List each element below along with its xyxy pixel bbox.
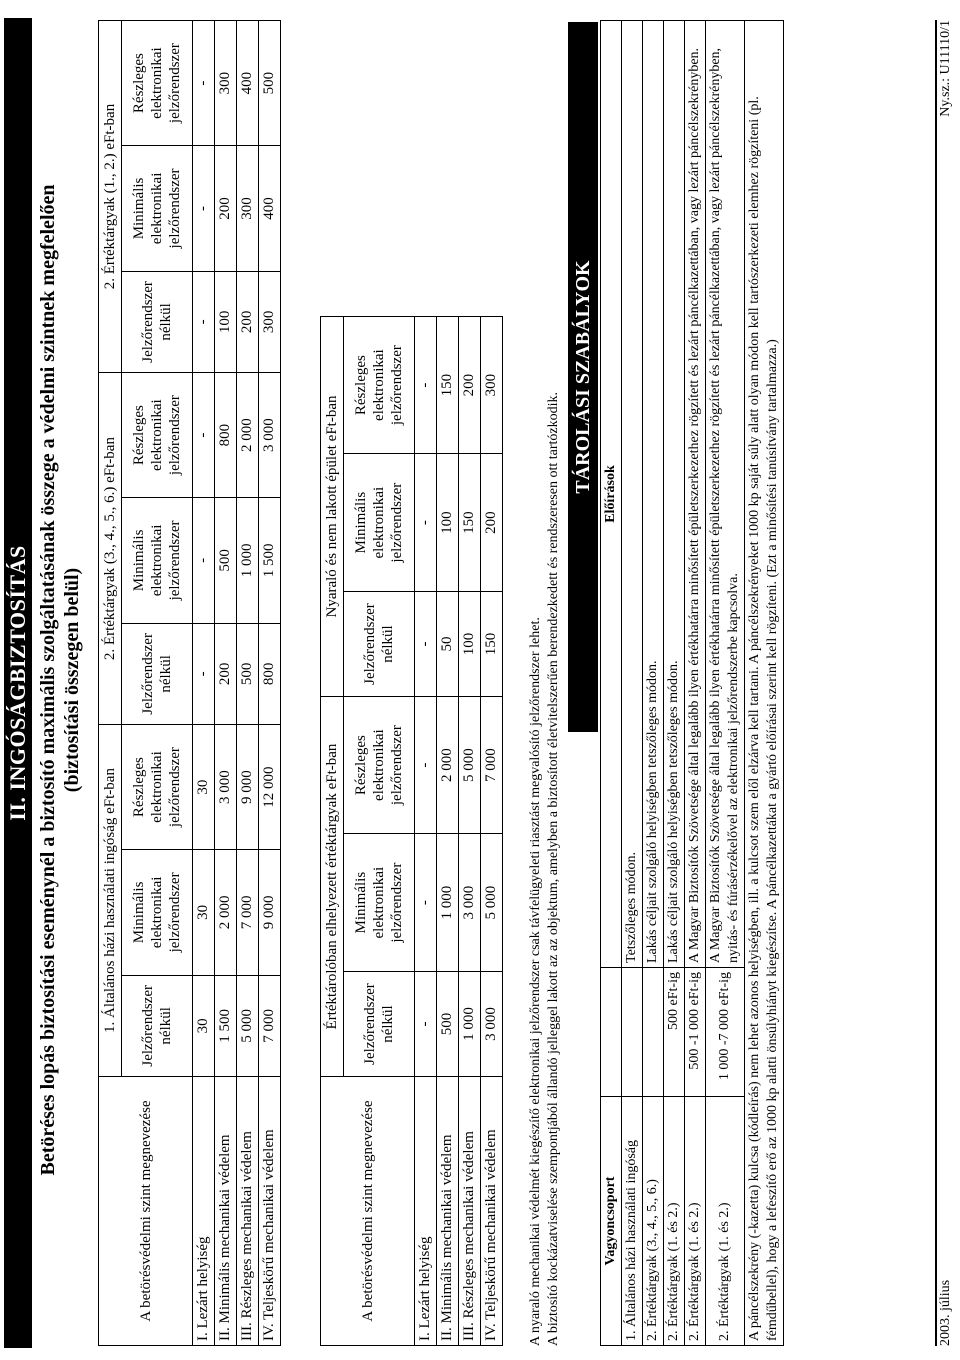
storage-group: 2. Értéktárgyak (1. és 2.) (706, 1097, 745, 1346)
table-cell: 2 000 (437, 697, 459, 834)
table-cell: 500 (237, 623, 259, 724)
table-cell: 100 (437, 454, 459, 592)
table-cell: 150 (437, 317, 459, 454)
table-cell: - (193, 21, 215, 146)
storage-limit: 500 -1 000 eFt-ig (685, 968, 706, 1097)
note-occupied-definition: A biztosító kockázatviselése szempontjából állandó jelleggel lakott az az objektum, amelyben a biztosított életvitelszerűen berendezkedett és rendszeresen ott tartózkodik. (546, 392, 561, 1346)
storage-footnote: A páncélszekrény (-kazetta) kulcsa (kódleírás) nem lehet azonos helyiségben, ill. a kulcsot szem elől elzárva kell tartani. A páncélszekrényeket 1000 kp saját súly alatt olyan módon kell tartószerkezeti elemhez rögzíteni (pl. fémdűbellel), hogy a lefeszítő erő az 1000 kp alatti önsúlyhiányt kiegészítse. A páncélkazettákat a gyártó előírásai szerint kell rögzíteni. (Ezt a minősítési tanúsítvány tartalmazza.) (745, 21, 784, 1346)
table-row (685, 21, 706, 1346)
row-label: II. Minimális mechanikai védelem (437, 1077, 459, 1346)
table-cell: 7 000 (259, 975, 281, 1076)
row-label: I. Lezárt helyiség (415, 1077, 437, 1346)
storage-group: 1. Általános házi használati ingóság (622, 1097, 643, 1346)
table1-sub: Jelzőrendszer nélkül (122, 271, 193, 372)
storage-group: 2. Értéktárgyak (3., 4., 5., 6.) (643, 1097, 664, 1346)
table-cell: 7 000 (481, 697, 503, 834)
table-cell: 30 (193, 850, 215, 976)
table-row (193, 21, 215, 1346)
table2-group-1: Értéktárolóban elhelyezett értéktárgyak eFt-ban (321, 697, 344, 1077)
table1-sub: Minimális elektronikai jelzőrendszer (122, 498, 193, 624)
table-row (706, 21, 745, 1346)
table-cell: 200 (237, 271, 259, 372)
table-cell: 5 000 (481, 834, 503, 972)
table-cell: - (193, 373, 215, 498)
table-cell: 200 (459, 317, 481, 454)
table-cell: 300 (481, 317, 503, 454)
table-cell: 3 000 (481, 972, 503, 1077)
table-cell: 300 (259, 271, 281, 372)
table-cell: - (193, 623, 215, 724)
section-title: II. INGÓSÁGBIZTOSÍTÁS (4, 18, 32, 1348)
subtitle (36, 60, 84, 1300)
table-cell: 5 000 (459, 697, 481, 834)
storage-rule: Lakás céljait szolgáló helyiségben tetszőleges módon. (664, 21, 685, 968)
table-cell: 400 (259, 146, 281, 272)
table-cell: 3 000 (215, 725, 237, 850)
storage-col-rules: Előírások (601, 21, 622, 968)
table-row (259, 21, 281, 1346)
table-cell: 800 (215, 373, 237, 498)
table-cell: 150 (481, 592, 503, 697)
table-row (437, 317, 459, 1346)
table-cell: 1 500 (259, 498, 281, 624)
table-cell: 100 (215, 271, 237, 372)
table1-group-1: 1. Általános házi használati ingóság eFt-ban (99, 725, 122, 1077)
table-cell: 50 (437, 592, 459, 697)
table-cell: 500 (259, 21, 281, 146)
table2-sub: Minimális elektronikai jelzőrendszer (344, 834, 415, 972)
table-cell: - (415, 454, 437, 592)
table-cell: 400 (237, 21, 259, 146)
table-cell: 300 (237, 146, 259, 272)
table-cell: 200 (481, 454, 503, 592)
table1-sub: Részleges elektronikai jelzőrendszer (122, 725, 193, 850)
row-label: III. Részleges mechanikai védelem (459, 1077, 481, 1346)
storage-rule: Tetszőleges módon. (622, 21, 643, 968)
table-cell: 3 000 (259, 373, 281, 498)
row-label: IV. Teljeskörű mechanikai védelem (481, 1077, 503, 1346)
table-row (415, 317, 437, 1346)
storage-limit: 1 000 -7 000 eFt-ig (706, 968, 745, 1097)
table2-sub: Jelzőrendszer nélkül (344, 592, 415, 697)
storage-limit (643, 968, 664, 1097)
table-cell: 3 000 (459, 834, 481, 972)
table-row (745, 21, 784, 1346)
table-cell: - (415, 834, 437, 972)
table2-sub: Minimális elektronikai jelzőrendszer (344, 454, 415, 592)
table-cell: - (193, 271, 215, 372)
row-label: IV. Teljeskörű mechanikai védelem (259, 1077, 281, 1346)
table-cell: - (415, 317, 437, 454)
table-row (481, 317, 503, 1346)
table1-sub: Részleges elektronikai jelzőrendszer (122, 21, 193, 146)
table-cell: 200 (215, 623, 237, 724)
table-cell: 1 500 (215, 975, 237, 1076)
table2-sub: Részleges elektronikai jelzőrendszer (344, 317, 415, 454)
table-cell: 200 (215, 146, 237, 272)
table2-group-2: Nyaraló és nem lakott épület eFt-ban (321, 317, 344, 697)
table1-sub: Minimális elektronikai jelzőrendszer (122, 146, 193, 272)
row-label: I. Lezárt helyiség (193, 1077, 215, 1346)
storage-rule: Lakás céljait szolgáló helyiségben tetszőleges módon. (643, 21, 664, 968)
table-cell: - (193, 498, 215, 624)
table2-sub: Jelzőrendszer nélkül (344, 972, 415, 1077)
table2-row-header: A betörésvédelmi szint megnevezése (321, 1077, 415, 1346)
storage-group: 2. Értéktárgyak (1. és 2.) (685, 1097, 706, 1346)
storage-limit (622, 968, 643, 1097)
limits-table-1 (98, 20, 281, 1346)
table-row (664, 21, 685, 1346)
storage-rule: A Magyar Biztosítók Szövetsége által legalább ilyen értékhatárra minősített épületszerkezethez rögzített és lezárt páncélkazettában, vagy lezárt páncélszekrényben, nyitás- és fúrásérzékelővel az elektronikai jelzőrendszerbe kapcsolva. (706, 21, 745, 968)
storage-group: 2. Értéktárgyak (1. és 2.) (664, 1097, 685, 1346)
table-cell: - (415, 972, 437, 1077)
table-cell: 30 (193, 975, 215, 1076)
table-row (215, 21, 237, 1346)
table1-sub: Részleges elektronikai jelzőrendszer (122, 373, 193, 498)
storage-limit: 500 eFt-ig (664, 968, 685, 1097)
storage-col-group: Vagyoncsoport (601, 1097, 622, 1346)
table-cell: - (415, 697, 437, 834)
table-cell: 2 000 (237, 373, 259, 498)
table1-group-2: 2. Értéktárgyak (3., 4., 5., 6.) eFt-ban (99, 373, 122, 725)
footer-divider (935, 20, 937, 1346)
table-cell: 1 000 (459, 972, 481, 1077)
table-row (459, 317, 481, 1346)
table-cell: 500 (437, 972, 459, 1077)
table1-sub: Minimális elektronikai jelzőrendszer (122, 850, 193, 976)
storage-rules-table (600, 20, 784, 1346)
footer-date: 2003. július (938, 1279, 953, 1346)
subtitle-line-2: (biztosítási összegen belül) (61, 567, 83, 793)
table-cell: 1 000 (437, 834, 459, 972)
table2-sub: Részleges elektronikai jelzőrendszer (344, 697, 415, 834)
table-cell: - (415, 592, 437, 697)
table-cell: 5 000 (237, 975, 259, 1076)
table-row (622, 21, 643, 1346)
row-label: II. Minimális mechanikai védelem (215, 1077, 237, 1346)
table-cell: 800 (259, 623, 281, 724)
table-cell: 100 (459, 592, 481, 697)
table-cell: 2 000 (215, 850, 237, 976)
storage-rules-title: TÁROLÁSI SZABÁLYOK (568, 22, 598, 732)
table-cell: 300 (215, 21, 237, 146)
storage-rule: A Magyar Biztosítók Szövetsége által legalább ilyen értékhatárra minősített épületszerkezethez rögzített és lezárt páncélkazettában, vagy lezárt páncélszekrényben. (685, 21, 706, 968)
table-cell: 30 (193, 725, 215, 850)
table-cell: 9 000 (259, 850, 281, 976)
row-label: III. Részleges mechanikai védelem (237, 1077, 259, 1346)
footer-code: Ny.sz.: U11110/1 (938, 20, 953, 117)
limits-table-2 (320, 316, 503, 1346)
table-cell: 1 000 (237, 498, 259, 624)
table-cell: - (193, 146, 215, 272)
table1-sub: Jelzőrendszer nélkül (122, 623, 193, 724)
table-row (237, 21, 259, 1346)
table-cell: 7 000 (237, 850, 259, 976)
table-cell: 12 000 (259, 725, 281, 850)
subtitle-line-1: Betöréses lopás biztosítási eseménynél a biztosító maximális szolgáltatásának összege a védelmi szintnek megfelelően (37, 184, 59, 1176)
table-cell: 150 (459, 454, 481, 592)
table1-sub: Jelzőrendszer nélkül (122, 975, 193, 1076)
table1-group-3: 2. Értéktárgyak (1., 2.) eFt-ban (99, 21, 122, 373)
note-remote-alarm: A nyaraló mechanikai védelmét kiegészítő elektronikai jelzőrendszer csak távfelügyeleti riasztást megvalósító jelzőrendszer lehet. (528, 617, 543, 1346)
table-cell: 9 000 (237, 725, 259, 850)
table-row (643, 21, 664, 1346)
table1-row-header: A betörésvédelmi szint megnevezése (99, 1077, 193, 1346)
table-cell: 500 (215, 498, 237, 624)
